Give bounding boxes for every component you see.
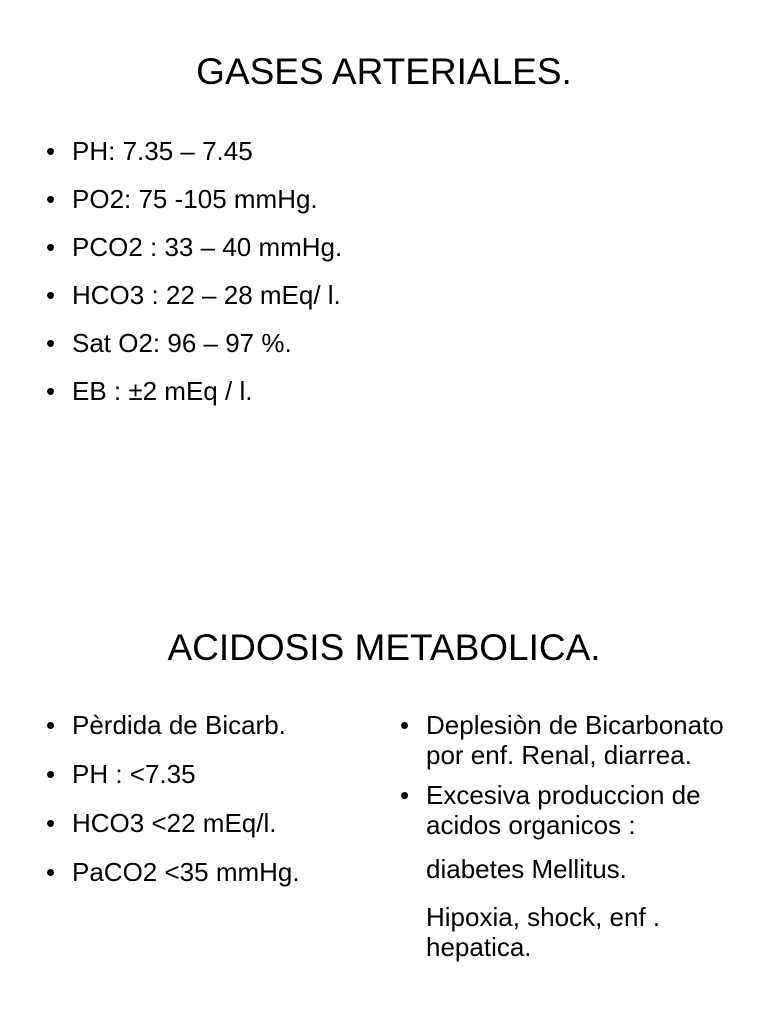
list-item <box>46 857 366 887</box>
list-item-text: Sat O2: 96 – 97 %. <box>72 328 292 358</box>
left-column-list <box>46 710 366 906</box>
list-item-text: diabetes Mellitus. <box>426 854 627 884</box>
list-item <box>46 328 342 358</box>
bullet-icon: • <box>46 808 56 838</box>
list-item <box>400 780 760 840</box>
right-column-list <box>400 710 760 962</box>
bullet-icon: • <box>46 136 56 166</box>
bullet-icon: • <box>400 780 410 810</box>
list-item <box>46 759 366 789</box>
bullet-icon: • <box>46 184 56 214</box>
slide-title: GASES ARTERIALES. <box>196 51 572 92</box>
list-item <box>46 232 342 262</box>
list-item-text: Deplesiòn de Bicarbonato por enf. Renal, diarrea. <box>426 710 724 770</box>
list-item-text: Pèrdida de Bicarb. <box>72 710 286 740</box>
bullet-icon: • <box>46 759 56 789</box>
list-item-text: PaCO2 <35 mmHg. <box>72 857 300 887</box>
bullet-icon: • <box>46 710 56 740</box>
list-item-continuation <box>400 854 760 884</box>
list-item-text: Hipoxia, shock, enf . hepatica. <box>426 902 661 962</box>
bullet-icon: • <box>46 857 56 887</box>
list-item <box>46 808 366 838</box>
list-item-text: Excesiva produccion de acidos organicos : <box>426 780 701 840</box>
bullet-icon: • <box>400 710 410 740</box>
list-item <box>46 136 342 166</box>
bullet-icon: • <box>46 280 56 310</box>
list-item-text: EB : ±2 mEq / l. <box>72 376 253 406</box>
list-item-text: PO2: 75 -105 mmHg. <box>72 184 318 214</box>
list-item <box>46 710 366 740</box>
slide-title: ACIDOSIS METABOLICA. <box>167 627 601 668</box>
list-item-text: HCO3 <22 mEq/l. <box>72 808 277 838</box>
list-item-text: PH: 7.35 – 7.45 <box>72 136 253 166</box>
list-item-text: PCO2 : 33 – 40 mmHg. <box>72 232 343 262</box>
bullet-icon: • <box>46 232 56 262</box>
list-item <box>46 376 342 406</box>
list-item-text: PH : <7.35 <box>72 759 196 789</box>
slide-acidosis-metabolica <box>0 512 768 1024</box>
values-list <box>46 136 342 424</box>
list-item <box>46 280 342 310</box>
bullet-icon: • <box>46 376 56 406</box>
list-item-text: HCO3 : 22 – 28 mEq/ l. <box>72 280 341 310</box>
bullet-icon: • <box>46 328 56 358</box>
list-item <box>400 710 760 770</box>
list-item <box>46 184 342 214</box>
list-item-continuation <box>400 902 760 962</box>
